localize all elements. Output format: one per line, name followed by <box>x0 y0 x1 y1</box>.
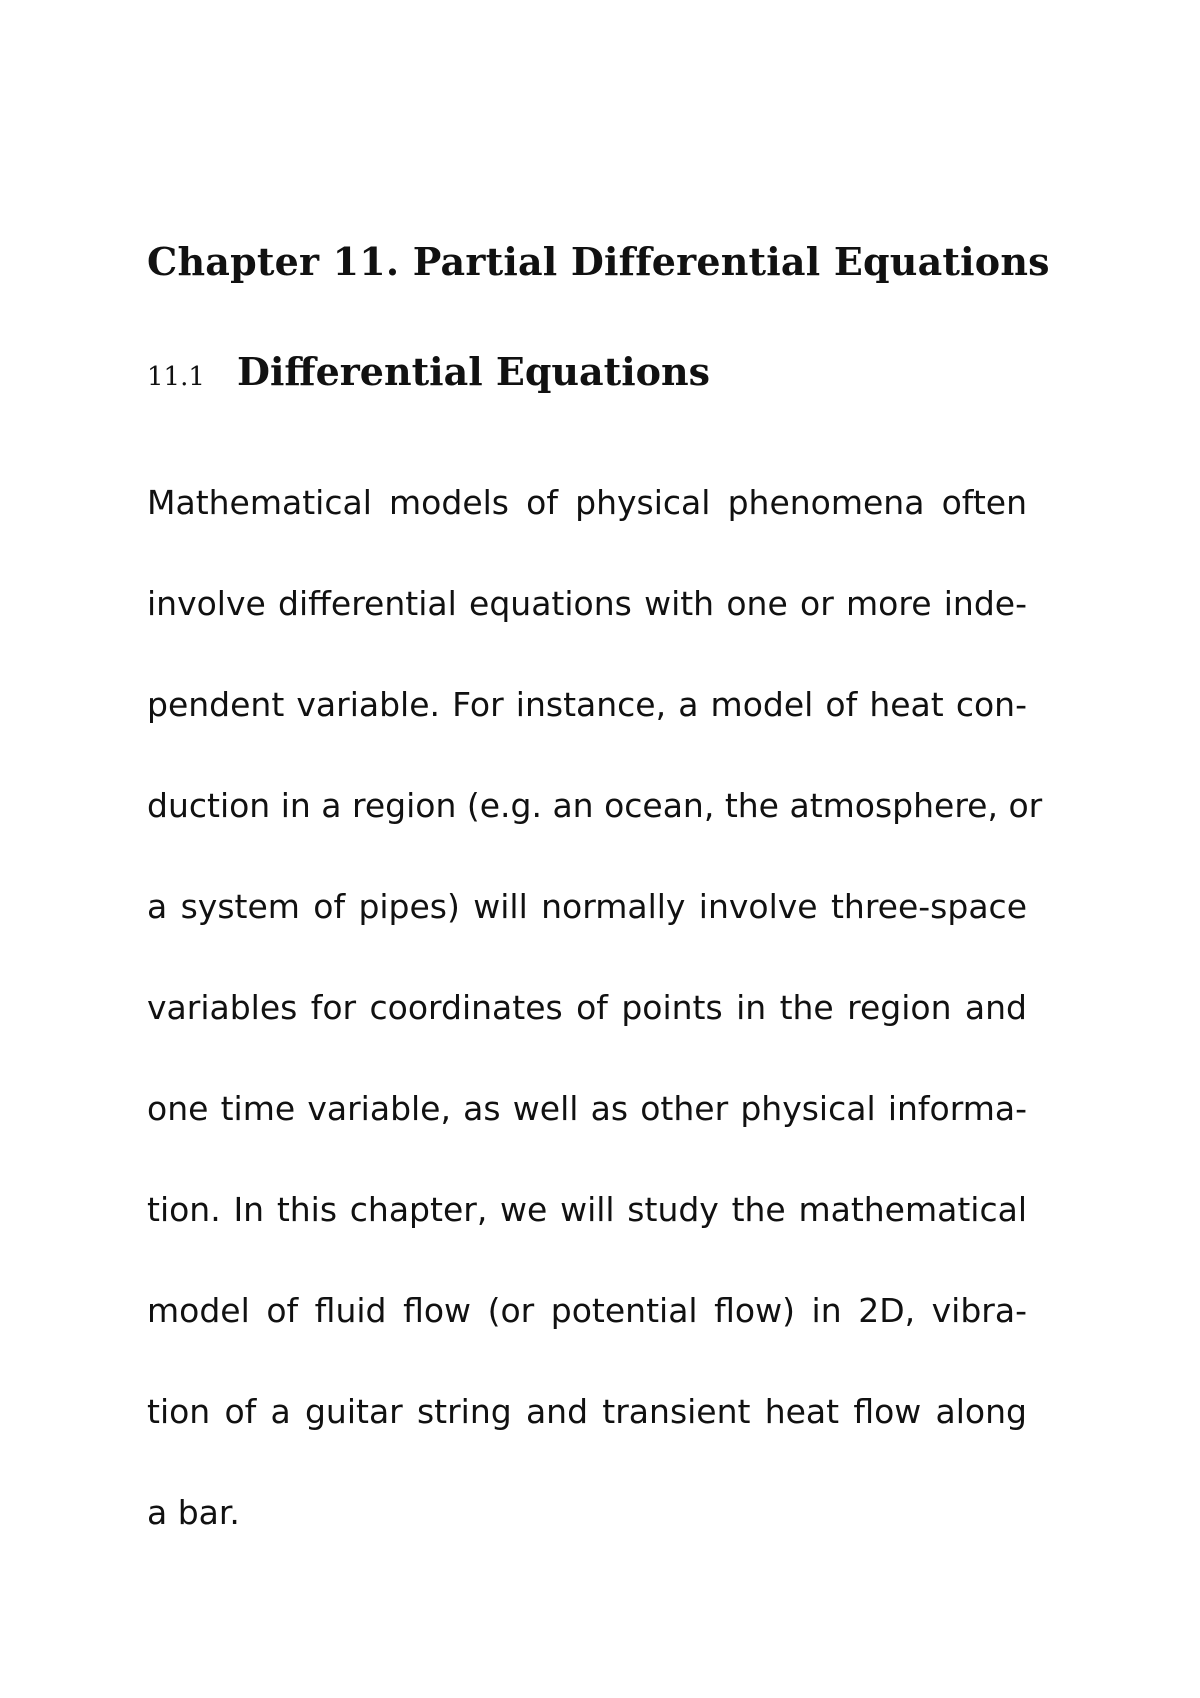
body-paragraph <box>147 475 1043 1586</box>
paragraph-line: a system of pipes) will normally involve three-space <box>147 887 1027 926</box>
section-title: Differential Equations <box>237 349 710 394</box>
section-heading <box>147 344 710 405</box>
paragraph-line: duction in a region (e.g. an ocean, the atmosphere, or <box>147 786 1043 825</box>
paragraph-line: one time variable, as well as other physical informa- <box>147 1089 1027 1128</box>
paragraph-line: involve differential equations with one or more inde- <box>147 584 1027 623</box>
section-number: 11.1 <box>147 362 205 392</box>
paragraph-line: tion of a guitar string and transient heat flow along <box>147 1392 1027 1431</box>
paragraph-line: variables for coordinates of points in the region and <box>147 988 1027 1027</box>
paragraph-line: model of fluid flow (or potential flow) in 2D, vibra- <box>147 1291 1027 1330</box>
chapter-title: Chapter 11. Partial Differential Equations <box>147 239 1050 284</box>
paragraph-line: Mathematical models of physical phenomena often <box>147 483 1027 522</box>
paragraph-line: tion. In this chapter, we will study the mathematical <box>147 1190 1027 1229</box>
paragraph-line: pendent variable. For instance, a model of heat con- <box>147 685 1027 724</box>
paragraph-line: a bar. <box>147 1493 240 1532</box>
